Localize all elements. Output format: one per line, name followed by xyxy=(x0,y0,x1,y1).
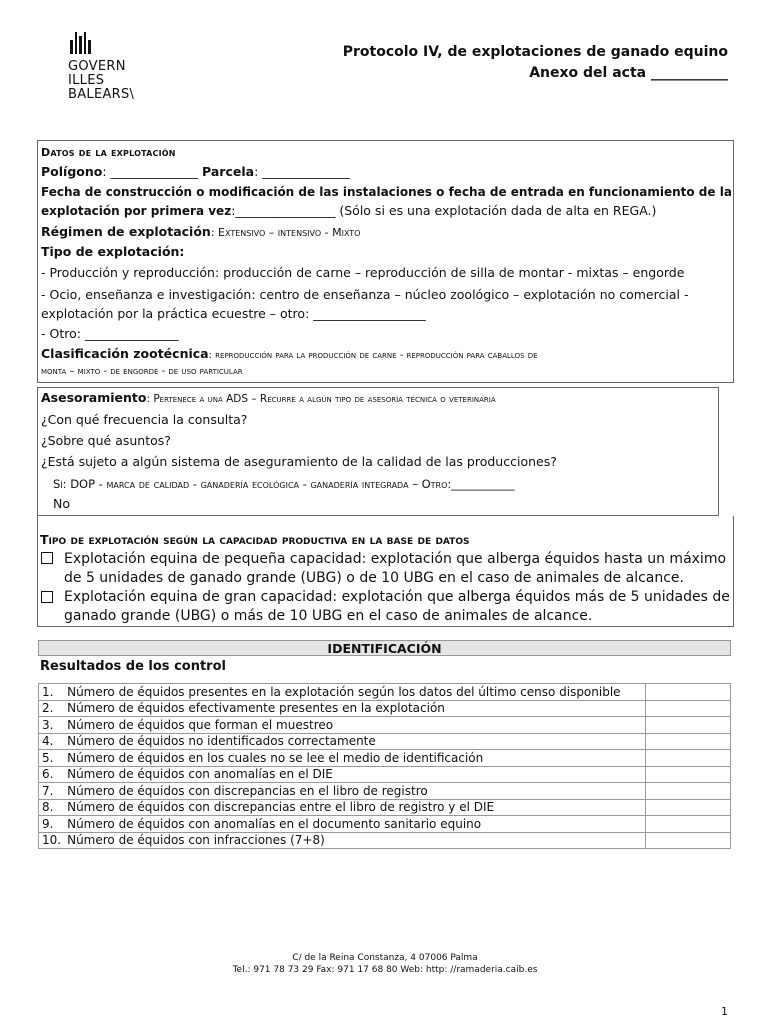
row-description: Número de équidos no identificados correctamente xyxy=(64,733,645,750)
row-description: Número de équidos con anomalías en el documento sanitario equino xyxy=(64,816,645,833)
option-text-cont: ganado grande (UBG) o más de 10 UBG en el caso de animales de alcance. xyxy=(64,608,593,624)
question: ¿Está sujeto a algún sistema de aseguramiento de la calidad de las producciones? xyxy=(41,454,557,469)
option-text: Explotación equina de gran capacidad: explotación que alberga équidos más de 5 unidades de xyxy=(64,589,730,605)
row-value-cell[interactable] xyxy=(646,816,731,833)
row-description: Número de équidos presentes en la explotación según los datos del último censo disponible xyxy=(64,684,645,701)
poligono-field[interactable]: : ______________ xyxy=(102,164,199,179)
regimen-options: : Extensivo – intensivo - Mixto xyxy=(210,226,361,239)
tipo-option: - Ocio, enseñanza e investigación: centro de enseñanza – núcleo zoológico – explotación no comercial - xyxy=(41,287,689,302)
control-results-table xyxy=(38,683,731,849)
tipo-otro: - Otro: _______________ xyxy=(41,326,179,341)
logo-line: ILLES xyxy=(68,73,105,88)
row-value-cell[interactable] xyxy=(646,717,731,734)
large-capacity-checkbox[interactable] xyxy=(41,591,53,603)
table-row xyxy=(39,733,731,750)
identificacion-title: IDENTIFICACIÓN xyxy=(38,640,731,656)
clasificacion-options: : reproducción para la producción de carne - reproducción para caballos de xyxy=(208,350,538,361)
annex-label: Anexo del acta ___________ xyxy=(529,65,728,81)
resultados-subtitle: Resultados de los control xyxy=(40,659,226,674)
table-row xyxy=(39,766,731,783)
small-capacity-checkbox[interactable] xyxy=(41,552,53,564)
govern-logo xyxy=(68,32,134,102)
asesoramiento-options: : Pertenece a una ADS – Recurre a algún tipo de asesoría técnica o veterinaria xyxy=(146,393,496,405)
capacidad-heading: Tipo de explotación según la capacidad productiva en la base de datos xyxy=(40,532,470,547)
row-number: 6. xyxy=(39,766,65,783)
datos-explotacion-box xyxy=(37,140,734,383)
page-number: 1 xyxy=(721,1005,728,1018)
row-number: 8. xyxy=(39,799,65,816)
row-value-cell[interactable] xyxy=(646,750,731,767)
question: ¿Con qué frecuencia la consulta? xyxy=(41,412,248,427)
row-description: Número de équidos con discrepancias entre el libro de registro y el DIE xyxy=(64,799,645,816)
clasificacion-options-cont: monta – mixto - de engorde - de uso particular xyxy=(41,366,243,377)
row-value-cell[interactable] xyxy=(646,799,731,816)
row-number: 2. xyxy=(39,700,65,717)
row-value-cell[interactable] xyxy=(646,700,731,717)
table-row xyxy=(39,832,731,849)
tipo-option-cont: explotación por la práctica ecuestre – otro: __________________ xyxy=(41,306,426,321)
poligono-label: Polígono xyxy=(41,164,103,179)
row-description: Número de équidos que forman el muestreo xyxy=(64,717,645,734)
parcela-label: Parcela xyxy=(202,164,255,179)
document-header xyxy=(343,42,728,84)
asesoramiento-box xyxy=(37,387,719,516)
fecha-label-2: explotación por primera vez xyxy=(41,204,232,218)
section-heading: Datos de la explotación xyxy=(41,146,176,159)
row-value-cell[interactable] xyxy=(646,684,731,701)
capacidad-box xyxy=(37,516,734,627)
table-row xyxy=(39,700,731,717)
protocol-title: Protocolo IV, de explotaciones de ganado equino xyxy=(342,44,728,60)
footer xyxy=(0,952,770,976)
table-row xyxy=(39,750,731,767)
regimen-label: Régimen de explotación xyxy=(41,224,211,239)
table-row xyxy=(39,816,731,833)
row-description: Número de équidos en los cuales no se lee el medio de identificación xyxy=(64,750,645,767)
row-description: Número de équidos con infracciones (7+8) xyxy=(64,832,645,849)
row-number: 3. xyxy=(39,717,65,734)
row-value-cell[interactable] xyxy=(646,733,731,750)
si-options: Sí: DOP - marca de calidad - ganadería ecológica - ganadería integrada – Otro:___________ xyxy=(53,477,515,491)
clasificacion-label: Clasificación zootécnica xyxy=(41,346,209,361)
row-value-cell[interactable] xyxy=(646,766,731,783)
row-description: Número de équidos con discrepancias en el libro de registro xyxy=(64,783,645,800)
crest-icon xyxy=(70,32,134,54)
logo-line: GOVERN xyxy=(68,59,126,74)
parcela-field[interactable]: : ______________ xyxy=(254,164,350,179)
row-number: 5. xyxy=(39,750,65,767)
footer-address: C/ de la Reina Constanza, 4 07006 Palma xyxy=(292,953,478,963)
asesoramiento-label: Asesoramiento xyxy=(41,390,147,405)
row-number: 10. xyxy=(39,832,65,849)
question: ¿Sobre qué asuntos? xyxy=(41,433,171,448)
row-number: 7. xyxy=(39,783,65,800)
row-number: 4. xyxy=(39,733,65,750)
fecha-field[interactable]: :________________ (Sólo si es una explotación dada de alta en REGA.) xyxy=(231,203,657,218)
row-number: 9. xyxy=(39,816,65,833)
row-value-cell[interactable] xyxy=(646,783,731,800)
table-row xyxy=(39,717,731,734)
fecha-label: Fecha de construcción o modificación de las instalaciones o fecha de entrada en funcionamiento de la xyxy=(41,185,732,199)
row-description: Número de équidos con anomalías en el DIE xyxy=(64,766,645,783)
row-value-cell[interactable] xyxy=(646,832,731,849)
table-row xyxy=(39,799,731,816)
option-text-cont: de 5 unidades de ganado grande (UBG) o de 10 UBG en el caso de animales de alcance. xyxy=(64,570,684,586)
row-description: Número de équidos efectivamente presentes en la explotación xyxy=(64,700,645,717)
tipo-option: - Producción y reproducción: producción de carne – reproducción de silla de montar - mixtas – engorde xyxy=(41,265,685,280)
logo-line: BALEARS\ xyxy=(68,87,135,102)
row-number: 1. xyxy=(39,684,65,701)
no-option: No xyxy=(53,496,70,511)
table-row xyxy=(39,684,731,701)
tipo-label: Tipo de explotación: xyxy=(41,244,185,259)
table-row xyxy=(39,783,731,800)
footer-contact: Tel.: 971 78 73 29 Fax: 971 17 68 80 Web: http: //ramaderia.caib.es xyxy=(232,965,538,975)
option-text: Explotación equina de pequeña capacidad: explotación que alberga équidos hasta un máximo xyxy=(64,551,727,567)
